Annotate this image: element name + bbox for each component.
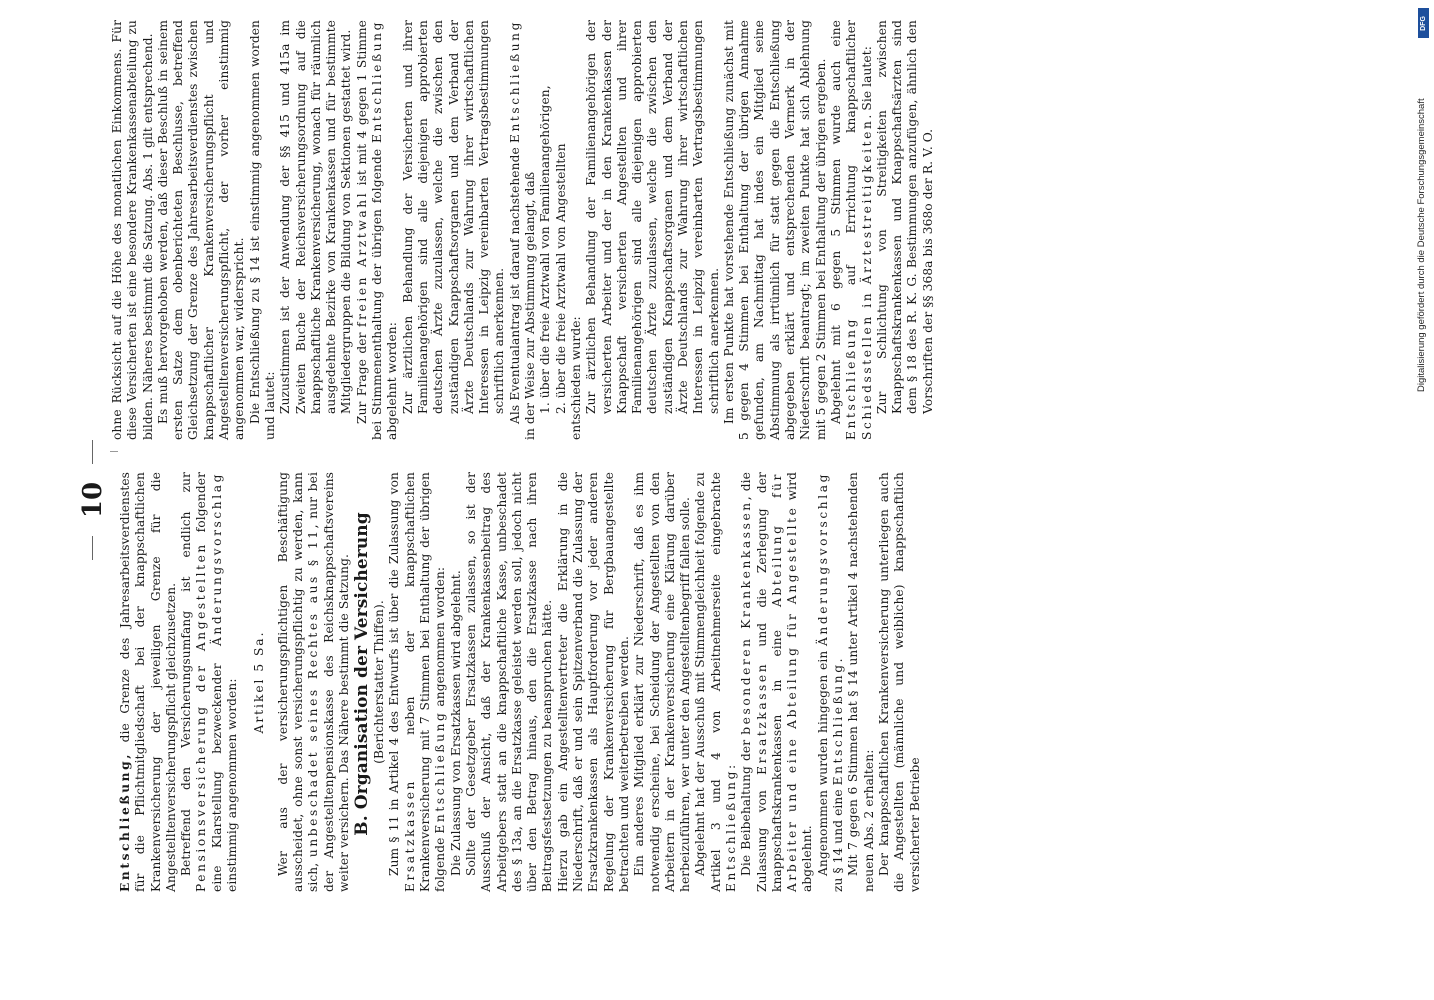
quoted-paragraph: Zur Schlichtung von Streitigkeiten zwischen Knappschaftskrankenkassen und Knappschaftsärzten sind dem § 18 des R. K. G. Bestimmungen anzufügen, ähnlich den Vorschriften der §§ 368a bis 368o der R. V. O.	[874, 20, 935, 414]
paragraph: Der knappschaftlichen Krankenversicherung unterliegen auch die Angestellten (männliche und weibliche) knappschaftlich versicherter Betriebe	[876, 472, 922, 892]
paragraph: Im ersten Punkte hat vorstehende Entschließung zunächst mit 5 gegen 4 Stimmen bei Enthaltung der übrigen Annahme gefunden, am Nachmittag hat indes ein Mitglied seine Abstimmung als irrtümlich für statt gegen die Entschließung abgegeben erklärt und entsprechenden Vermerk in der Niederschrift beantragt; im zweiten Punkte hat sich Ablehnung mit 5 gegen 2 Stimmen bei Enthaltung der übrigen ergeben.	[721, 20, 828, 440]
paragraph-text: Zur Frage der	[354, 327, 369, 424]
paragraph: entschieden wurde:	[568, 316, 583, 440]
paragraph: Ein anderes Mitglied erklärt zur Niederschrift, daß es ihm notwendig erscheine, bei Scheidung der Angestellten von den Arbeitern in der Krankenversicherung eine Klärung darüber herbeizuführen, wer unter den Angestelltenbegriff fallen solle.	[632, 472, 693, 892]
paragraph-text: einstimmig angenommen worden:	[225, 678, 240, 892]
list-item: 2. über die freie Arztwahl von Angestellten	[553, 143, 568, 414]
paragraph	[829, 20, 875, 440]
paragraph-text: zu § 14 und eine	[831, 785, 846, 892]
paragraph	[179, 472, 240, 892]
spaced-keyword: besonderen Krankenkassen	[739, 500, 754, 735]
paragraph	[118, 472, 179, 892]
spaced-keyword: Ersatzkassen	[754, 661, 769, 775]
paragraph-text: neben der knappschaftlichen Krankenversicherung mit 7 Stimmen bei Enthaltung der übrigen folgende	[402, 472, 448, 892]
spaced-keyword: Entschließung	[844, 316, 859, 440]
paragraph	[739, 472, 815, 892]
paragraph-text: , nur bei der Angestelltenpensionskasse des Reichsknappschaftsvereins weiter versichern. Das Nähere bestimmt die Satzung.	[306, 472, 351, 892]
left-column	[118, 472, 948, 892]
paragraph-text: Zum § 11 in Artikel 4 des Entwurfs ist über die Zulassung von	[387, 472, 402, 876]
paragraph-text: Die Beibehaltung der	[739, 734, 754, 876]
paragraph-text: auf Errichtung knappschaftlicher	[844, 20, 859, 317]
paragraph-text: Abgelehnt mit 6 gegen 5 Stimmen wurde auch eine	[828, 20, 843, 424]
paragraph-text: wird abgelehnt.	[785, 472, 815, 892]
paragraph-text: Angenommen wurden hingegen ein	[815, 646, 830, 876]
paragraph-text: . Sie lautet:	[859, 46, 874, 119]
paragraph	[387, 472, 448, 892]
spaced-keyword: Schiedsstellen in Ärztestreitigkeiten	[859, 118, 874, 440]
spaced-keyword: Abteilung für Arbeiter und eine Abteilung für Angestellte	[769, 472, 800, 892]
spaced-keyword: freien Arztwahl	[354, 190, 369, 328]
article-title: Artikel 5 Sa.	[252, 630, 267, 734]
paragraph: Die Zulassung von Ersatzkassen wird abgelehnt.	[448, 570, 463, 876]
spaced-keyword: Entschließung	[723, 768, 738, 892]
dfg-logo-text: DFG	[1420, 15, 1427, 31]
spaced-keyword: Pensionsversicherung der Angestellten	[194, 542, 209, 892]
paragraph: Es muß hervorgehoben werden, daß dieser Beschluß in seinem ersten Satze dem obenberichteten Beschlusse, betreffend Gleichsetzung der Grenze des Jahresarbeitsverdienstes zwischen knappschaftlicher Krankenversicherungspflicht und Angestelltenversicherungspflicht, der vorher einstimmig angenommen war, widerspricht.	[155, 20, 247, 440]
list-item: 1. über die freie Arztwahl von Familienangehörigen,	[538, 85, 553, 414]
section-heading: B. Organisation der Versicherung	[352, 512, 373, 836]
paragraph-text: :	[723, 764, 738, 769]
section-subheading: (Berichterstatter Thiffen).	[372, 600, 387, 764]
paragraph-text: ist mit 4 gegen 1 Stimme bei Stimmenenthaltung der übrigen folgende	[354, 20, 385, 440]
paragraph-text: Als Eventualantrag ist darauf nachstehende	[507, 143, 522, 424]
spaced-keyword: Entschließung	[507, 20, 522, 144]
paragraph-text: abgelehnt worden:	[385, 322, 400, 440]
spaced-keyword: Änderungsvorschlag	[815, 472, 830, 646]
spaced-keyword: unbeschadet seines Rechtes aus § 11	[306, 528, 321, 858]
spaced-keyword: Änderungsvorschlag	[209, 472, 224, 646]
paragraph: Sollte der Gesetzgeber Ersatzkassen zulassen, so ist der Ausschuß der Ansicht, daß der Krankenkassenbeitrag des Arbeitgebers statt an die knappschaftliche Kasse, unbeschadet des § 13a, an die Ersatzkasse geleistet werden soll, jedoch nicht über den Betrag hinaus, den die Ersatzkasse nach ihren Beitragsfestsetzungen zu beanspruchen hätte.	[463, 472, 555, 892]
paragraph: Mit 7 gegen 6 Stimmen hat § 14 unter Artikel 4 nachstehenden neuen Abs. 2 erhalten:	[846, 472, 876, 892]
dfg-logo	[1418, 8, 1429, 38]
quoted-paragraph: Zur ärztlichen Behandlung der Familienangehörigen der versicherten Arbeiter und der in den Krankenkassen der Knappschaft versicherten Angestellten und ihrer Familienangehörigen sind alle diejenigen approbierten deutschen Ärzte zuzulassen, welche die zwischen den zuständigen Knappschaftsorganen und dem Verband der Ärzte Deutschlands zur Wahrung ihrer wirtschaftlichen Interessen in Leipzig vereinbarten Vertragsbestimmungen schriftlich anerkennen.	[584, 20, 721, 414]
paragraph	[693, 472, 739, 892]
column-separator	[110, 451, 118, 452]
page-number-dash-right	[92, 440, 93, 464]
paragraph-text: , die Zulassung von	[739, 472, 769, 892]
paragraph-text: die Grenze des Jahresarbeitsverdienstes für die Pflichtmitgliedschaft bei der knappschaftlichen Krankenversicherung der jeweiligen Grenze für die Angestelltenversicherungspflicht gleichzusetzen.	[118, 472, 178, 892]
spaced-keyword: Entschließung	[370, 20, 385, 144]
paragraph-text: Wer aus der versicherungspflichtigen Beschäftigung ausscheidet, ohne sonst versicherungspflichtig zu werden, kann sich,	[275, 472, 321, 892]
paragraph-text: folgender eine Klarstellung bezweckender	[194, 471, 224, 892]
spaced-keyword: Ersatzkassen	[402, 779, 417, 892]
digitization-sidebar	[1412, 0, 1432, 1000]
spaced-keyword: Entschließung,	[118, 751, 132, 892]
quoted-paragraph: Zur ärztlichen Behandlung der Versicherten und ihrer Familienangehörigen sind alle diejenigen approbierten deutschen Ärzte zuzulassen, welche die zwischen den zuständigen Knappschaftsorganen und dem Verband der Ärzte Deutschlands zur Wahrung ihrer wirtschaftlichen Interessen in Leipzig vereinbarten Vertragsbestimmungen schriftlich anerkennen.	[400, 20, 507, 414]
paragraph-text: Abgelehnt hat der Ausschuß mit Stimmengleichheit folgende zu Artikel 3 und 4 von Arbeitnehmerseite eingebrachte	[693, 472, 723, 892]
paragraph-text: in der Weise zur Abstimmung gelangt, daß	[523, 171, 538, 440]
paragraph-text: .	[831, 658, 846, 663]
paragraph	[276, 472, 352, 892]
paragraph: Die Entschließung zu § 14 ist einstimmig angenommen worden und lautet:	[247, 20, 277, 440]
paragraph: Hierzu gab ein Angestelltenvertreter die Erklärung in die Niederschrift, daß er und sein Spitzenverband die Zulassung der Ersatzkrankenkassen als Hauptforderung vor jeder anderen Regelung der Krankenversicherung für Bergbauangestellte betrachten und weiterbetreiben werden.	[555, 472, 631, 892]
spaced-keyword: Entschließung	[433, 710, 448, 834]
paragraph	[816, 472, 847, 892]
right-column	[110, 20, 950, 440]
digitization-credit: Digitalisierung gefördert durch die Deutsche Forschungsgemeinschaft	[1416, 98, 1427, 392]
paragraph	[508, 20, 539, 440]
paragraph: ohne Rücksicht auf die Höhe des monatlichen Einkommens. Für diese Versicherten ist eine besondere Krankenkassenabteilung zu bilden. Näheres bestimmt die Satzung. Abs. 1 gilt entsprechend.	[110, 20, 155, 440]
quoted-paragraph: Zuzustimmen ist der Anwendung der §§ 415 und 415a im Zweiten Buche der Reichsversicherungsordnung auf die knappschaftliche Krankenversicherung, wonach für räumlich ausgedehnte Bezirke von Krankenkassen und für bestimmte Mitgliedergruppen die Bildung von Sektionen gestattet wird.	[278, 20, 354, 414]
paragraph-text: angenommen worden:	[433, 566, 448, 711]
spaced-keyword: Entschließung	[831, 662, 846, 786]
paragraph-text: und die Zerlegung der knappschaftskrankenkassen in eine	[754, 472, 784, 892]
page-number: 10	[78, 481, 108, 519]
paragraph	[355, 20, 401, 440]
paragraph-text: Betreffend den Versicherungsumfang ist endlich zur	[179, 472, 194, 876]
